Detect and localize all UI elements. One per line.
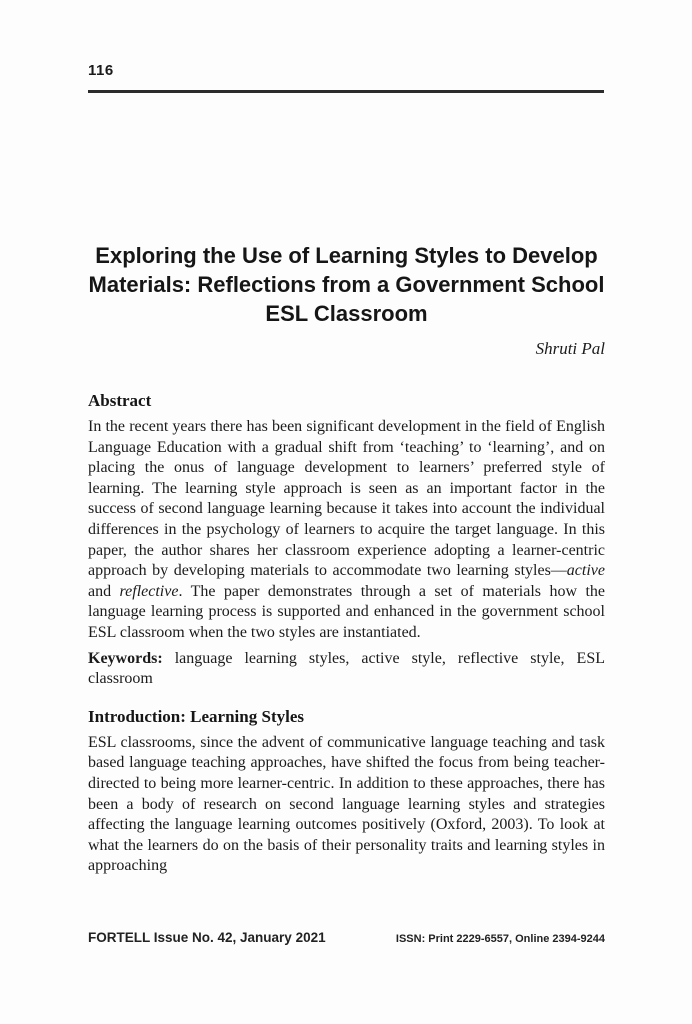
keywords-label: Keywords: [88, 649, 163, 667]
page-number: 116 [88, 62, 114, 79]
abstract-text-connector: and [88, 582, 120, 600]
abstract-heading: Abstract [88, 391, 152, 410]
article-author: Shruti Pal [535, 339, 605, 358]
introduction-heading: Introduction: Learning Styles [88, 706, 304, 726]
page-footer [88, 930, 605, 945]
keywords-text: language learning styles, active style, reflective style, ESL classroom [88, 649, 605, 688]
article-title-line-2: Materials: Reflections from a Government School [88, 272, 605, 297]
footer-journal-issue: FORTELL Issue No. 42, January 2021 [88, 930, 326, 945]
abstract-italic-active: active [566, 562, 605, 580]
keywords-line [88, 649, 605, 690]
article-title [88, 241, 605, 328]
article-title-line-1: Exploring the Use of Learning Styles to Develop [95, 243, 598, 268]
abstract-italic-reflective: reflective [119, 582, 179, 600]
article-body [88, 241, 605, 877]
header-rule [88, 90, 604, 93]
article-title-line-3: ESL Classroom [265, 301, 428, 326]
footer-issn: ISSN: Print 2229-6557, Online 2394-9244 [395, 933, 605, 945]
abstract-text-1: In the recent years there has been significant development in the field of English Language Education with a gradual shift from ‘teaching’ to ‘learning’, and on placing the onus of language development to learners’ preferred style of learning. The learning style approach is seen as an important factor in the success of second language learning because it takes into account the individual differences in the psychology of learners to acquire the target language. In this paper, the author shares her classroom experience adopting a learner-centric approach by developing materials to accommodate two learning styles— [88, 418, 605, 580]
abstract-text-2: . The paper demonstrates through a set of materials how the language learning process is supported and enhanced in the government school ESL classroom when the two styles are instantiated. [88, 582, 605, 641]
abstract-paragraph [88, 417, 605, 644]
introduction-paragraph: ESL classrooms, since the advent of communicative language teaching and task based language teaching approaches, have shifted the focus from being teacher-directed to being more learner-centric. In addition to these approaches, there has been a body of research on second language learning styles and strategies affecting the language learning outcomes positively (Oxford, 2003). To look at what the learners do on the basis of their personality traits and learning styles in approaching [88, 733, 605, 875]
